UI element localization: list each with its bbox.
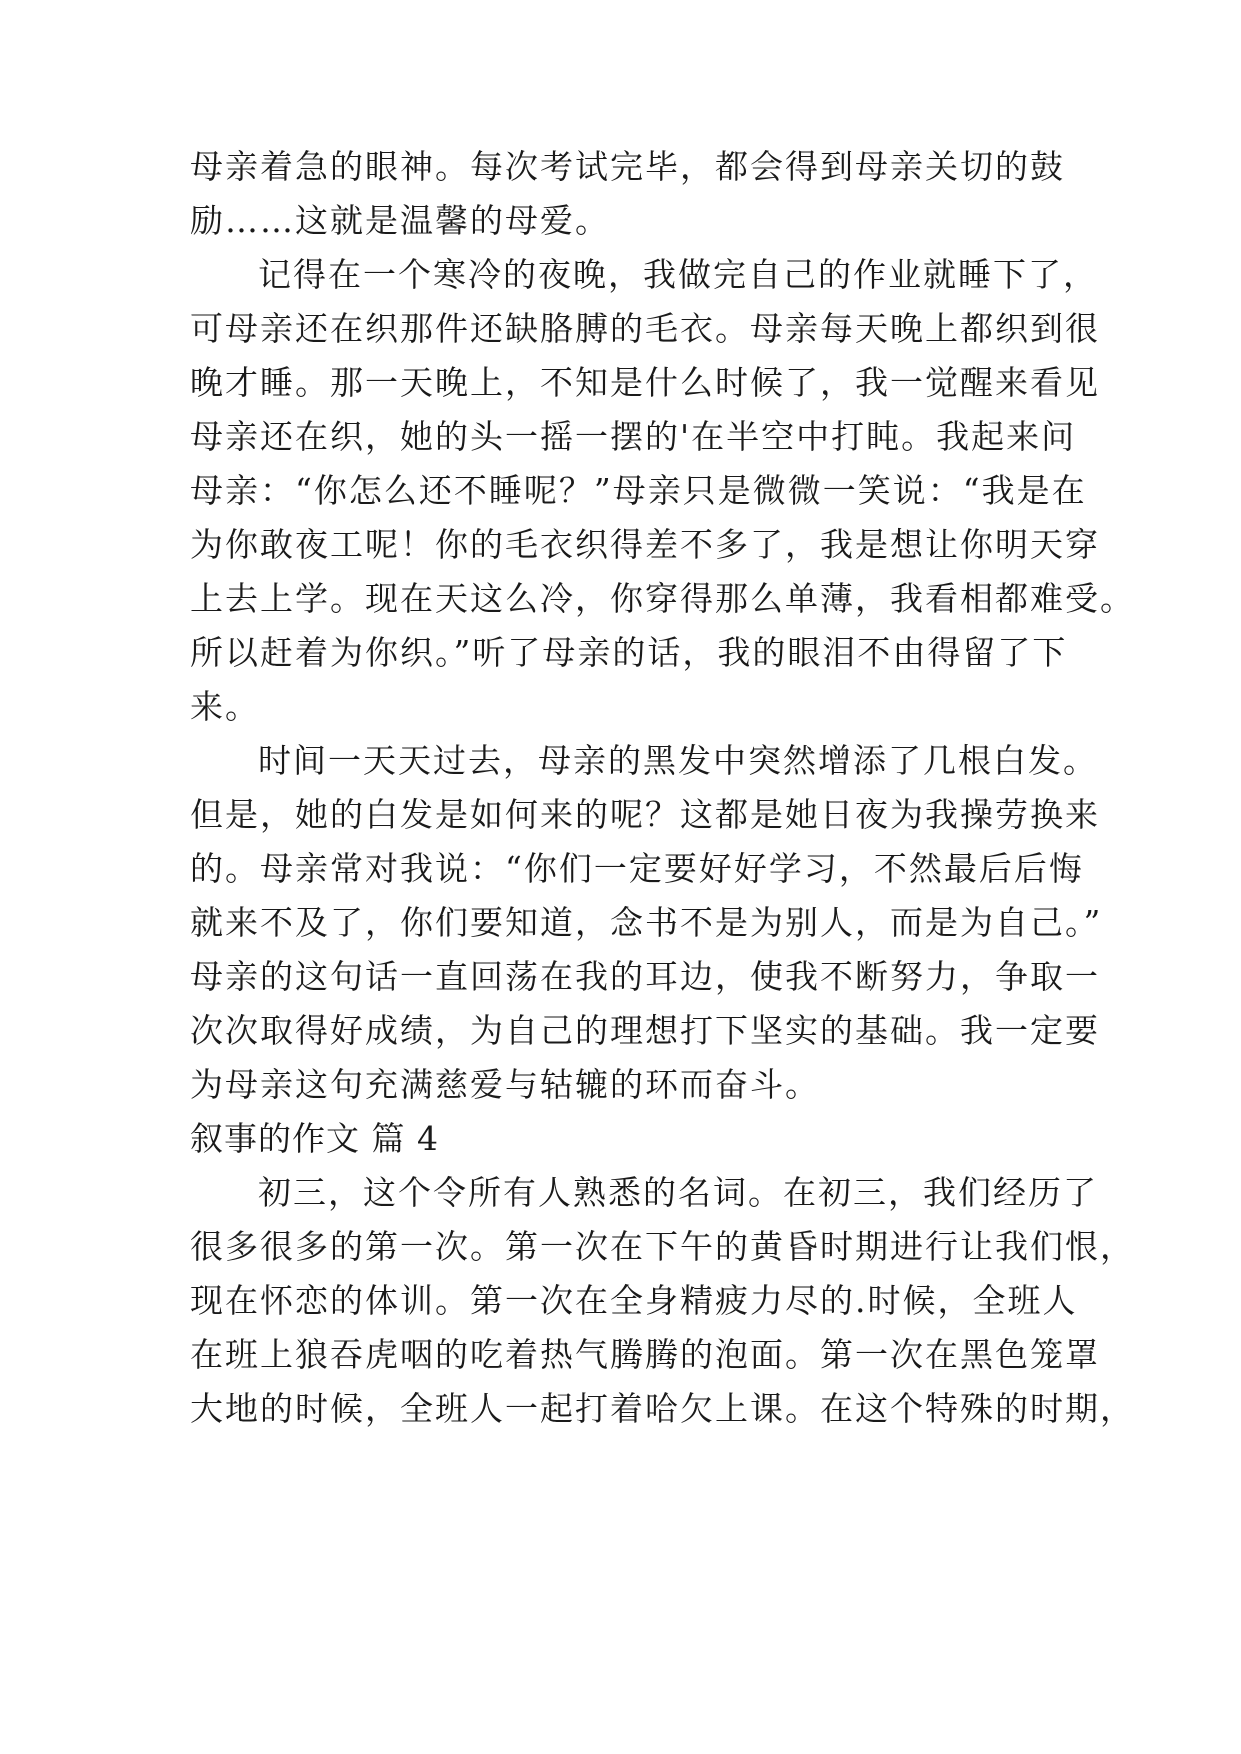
text-line: 上去上学。现在天这么冷，你穿得那么单薄，我看相都难受。 (190, 579, 1135, 618)
text-line: 大地的时候，全班人一起打着哈欠上课。在这个特殊的时期， (190, 1389, 1135, 1428)
section-heading: 叙事的作文 篇 4 (190, 1119, 439, 1158)
text-line: 所以赶着为你织。”听了母亲的话，我的眼泪不由得留了下 (190, 633, 1068, 672)
text-line: 为母亲这句充满慈爱与轱辘的环而奋斗。 (190, 1065, 820, 1104)
paragraph-first-line: 初三，这个令所有人熟悉的名词。在初三，我们经历了 (258, 1173, 1098, 1212)
text-line: 很多很多的第一次。第一次在下午的黄昏时期进行让我们恨， (190, 1227, 1135, 1266)
text-line: 母亲还在织，她的头一摇一摆的'在半空中打盹。我起来问 (190, 417, 1077, 456)
text-line: 母亲：“你怎么还不睡呢？”母亲只是微微一笑说：“我是在 (190, 471, 1087, 510)
paragraph-first-line: 记得在一个寒冷的夜晚，我做完自己的作业就睡下了， (258, 255, 1098, 294)
text-line: 在班上狼吞虎咽的吃着热气腾腾的泡面。第一次在黑色笼罩 (190, 1335, 1100, 1374)
text-line: 的。母亲常对我说：“你们一定要好好学习，不然最后后悔 (190, 849, 1084, 888)
text-line: 晚才睡。那一天晚上，不知是什么时候了，我一觉醒来看见 (190, 363, 1100, 402)
text-line: 励……这就是温馨的母爱。 (190, 201, 610, 240)
text-line: 来。 (190, 687, 260, 726)
text-line: 但是，她的白发是如何来的呢？这都是她日夜为我操劳换来 (190, 795, 1100, 834)
text-line: 为你敢夜工呢！你的毛衣织得差不多了，我是想让你明天穿 (190, 525, 1100, 564)
text-line: 母亲着急的眼神。每次考试完毕，都会得到母亲关切的鼓 (190, 147, 1065, 186)
text-line: 次次取得好成绩，为自己的理想打下坚实的基础。我一定要 (190, 1011, 1100, 1050)
paragraph-first-line: 时间一天天过去，母亲的黑发中突然增添了几根白发。 (258, 741, 1098, 780)
text-line: 可母亲还在织那件还缺胳膊的毛衣。母亲每天晚上都织到很 (190, 309, 1100, 348)
text-line: 就来不及了，你们要知道，念书不是为别人，而是为自己。” (190, 903, 1103, 942)
text-line: 现在怀恋的体训。第一次在全身精疲力尽的.时候，全班人 (190, 1281, 1078, 1320)
text-line: 母亲的这句话一直回荡在我的耳边，使我不断努力，争取一 (190, 957, 1100, 996)
